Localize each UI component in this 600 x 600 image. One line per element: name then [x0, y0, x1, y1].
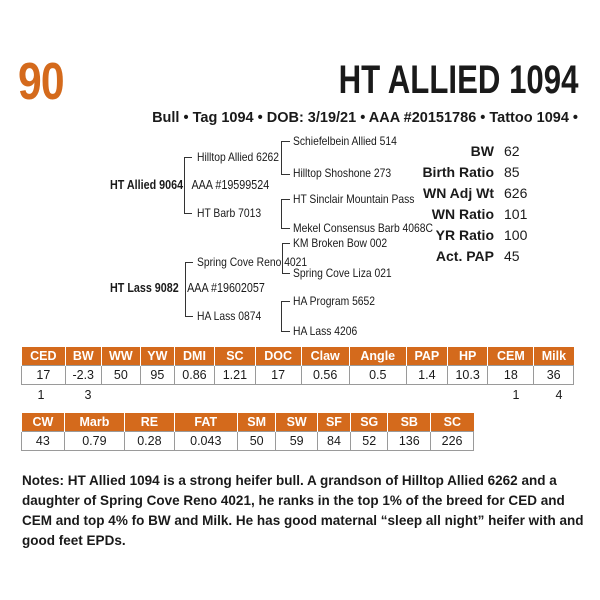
pedigree-dam-name: HT Lass 9082: [110, 281, 179, 295]
pedigree-line: [282, 273, 290, 274]
stat-value: 85: [504, 164, 520, 180]
pedigree-dam-sire: Spring Cove Reno 4021: [197, 255, 308, 269]
stat-row: [384, 248, 554, 268]
epd-rank: 4: [555, 388, 563, 402]
epd-value-cell: 84: [317, 432, 350, 451]
epd-table-primary: [21, 347, 574, 385]
pedigree-line: [281, 141, 282, 175]
pedigree-line: [281, 174, 290, 175]
epd-header-cell: SB: [388, 413, 431, 432]
epd-value-cell: 95: [141, 366, 175, 385]
epd-value-cell: 52: [351, 432, 388, 451]
animal-name: HT ALLIED 1094: [338, 58, 578, 102]
epd-header-cell: CED: [22, 347, 66, 366]
pedigree-sire-grandsire: Schiefelbein Allied 514: [293, 134, 397, 148]
epd-value-cell: 0.5: [349, 366, 406, 385]
epd-value-cell: 43: [22, 432, 65, 451]
pedigree-sire-name: HT Allied 9064: [110, 178, 184, 192]
pedigree-sire-reg: AAA #19599524: [191, 178, 270, 192]
stat-row: [384, 227, 554, 247]
stat-value: 45: [504, 248, 520, 264]
epd-header-cell: SG: [351, 413, 388, 432]
pedigree-line: [185, 316, 193, 317]
stat-value: 62: [504, 143, 520, 159]
epd-value-cell: 17: [22, 366, 66, 385]
epd-value-cell: 136: [388, 432, 431, 451]
epd-value-cell: 226: [431, 432, 474, 451]
pedigree-dam-granddam: Spring Cove Liza 021: [293, 266, 392, 280]
epd-header-cell: RE: [125, 413, 175, 432]
animal-info-line: Bull • Tag 1094 • DOB: 3/19/21 • AAA #20151786 • Tattoo 1094 •: [152, 110, 578, 126]
epd-header-cell: Claw: [301, 347, 349, 366]
epd-header-cell: CW: [22, 413, 65, 432]
epd-rank: 1: [37, 388, 45, 402]
pedigree-line: [281, 331, 290, 332]
epd-header-cell: CEM: [488, 347, 534, 366]
epd-header-row: [22, 413, 474, 432]
pedigree-sire-dam-dam: Mekel Consensus Barb 4068C: [293, 221, 433, 235]
epd-value-cell: 0.86: [174, 366, 214, 385]
epd-value-cell: 59: [276, 432, 317, 451]
epd-table-carcass: [21, 413, 474, 451]
stat-value: 101: [504, 206, 528, 222]
pedigree-line: [281, 199, 290, 200]
epd-value-cell: 0.56: [301, 366, 349, 385]
epd-header-cell: DMI: [174, 347, 214, 366]
stat-row: [384, 143, 554, 163]
stat-row: [384, 206, 554, 226]
epd-header-cell: SC: [431, 413, 474, 432]
epd-header-cell: SC: [215, 347, 255, 366]
pedigree-dam-dam-dam: HA Lass 4206: [293, 324, 358, 338]
epd-header-cell: PAP: [406, 347, 447, 366]
stat-value: 626: [504, 185, 528, 201]
pedigree-dam-dam: HA Lass 0874: [197, 309, 262, 323]
stat-label: BW: [470, 143, 494, 159]
epd-rank: 1: [512, 388, 520, 402]
epd-value-cell: -2.3: [65, 366, 101, 385]
epd-value-cell: 17: [255, 366, 301, 385]
stat-label: YR Ratio: [435, 227, 494, 243]
epd-header-cell: WW: [101, 347, 140, 366]
epd-value-row: [22, 432, 474, 451]
stat-label: Birth Ratio: [422, 164, 494, 180]
pedigree-line: [281, 199, 282, 229]
pedigree-line: [282, 243, 290, 244]
pedigree-sire-granddam: Hilltop Shoshone 273: [293, 166, 392, 180]
epd-header-cell: DOC: [255, 347, 301, 366]
pedigree-line: [184, 213, 192, 214]
pedigree-line: [185, 262, 193, 263]
epd-value-cell: 50: [101, 366, 140, 385]
epd-value-cell: 50: [237, 432, 276, 451]
pedigree-dam-reg: AAA #19602057: [187, 281, 265, 295]
stat-label: Act. PAP: [435, 248, 494, 264]
pedigree-sire-dam-sire: HT Sinclair Mountain Pass: [293, 192, 415, 206]
pedigree-line: [281, 228, 290, 229]
epd-header-cell: YW: [141, 347, 175, 366]
pedigree-sire: [110, 178, 269, 192]
epd-value-cell: 18: [488, 366, 534, 385]
pedigree-line: [184, 157, 192, 158]
epd-header-cell: Marb: [64, 413, 124, 432]
epd-value-row: [22, 366, 574, 385]
epd-header-cell: Angle: [349, 347, 406, 366]
pedigree-dam: [110, 281, 265, 295]
epd-value-cell: 10.3: [447, 366, 487, 385]
epd-value-cell: 1.21: [215, 366, 255, 385]
epd-value-cell: 36: [534, 366, 574, 385]
epd-value-cell: 0.043: [174, 432, 237, 451]
epd-value-cell: 1.4: [406, 366, 447, 385]
epd-header-cell: FAT: [174, 413, 237, 432]
epd-header-cell: SF: [317, 413, 350, 432]
epd-rank: 3: [84, 388, 92, 402]
stat-label: WN Ratio: [431, 206, 494, 222]
stat-label: WN Adj Wt: [422, 185, 494, 201]
notes: [22, 470, 584, 550]
epd-header-cell: SW: [276, 413, 317, 432]
pedigree-dam-grandsire: KM Broken Bow 002: [293, 236, 388, 250]
pedigree-line: [281, 301, 290, 302]
pedigree-sire-dam: HT Barb 7013: [197, 206, 262, 220]
pedigree-dam-dam-sire: HA Program 5652: [293, 294, 376, 308]
epd-header-cell: Milk: [534, 347, 574, 366]
notes-text: Notes: HT Allied 1094 is a strong heifer bull. A grandson of Hilltop Allied 6262 and a daughter of Spring Cove Reno 4021, he ranks in the top 1% of the breed for CED and CEM and top 4% fo BW and Milk. He has good maternal “sleep all night” heifer with and good feet EPDs.: [22, 472, 584, 548]
pedigree-line: [281, 301, 282, 332]
epd-value-cell: 0.28: [125, 432, 175, 451]
stat-row: [384, 185, 554, 205]
epd-header-cell: SM: [237, 413, 276, 432]
pedigree-sire-sire: Hilltop Allied 6262: [197, 150, 280, 164]
epd-value-cell: 0.79: [64, 432, 124, 451]
epd-header-cell: BW: [65, 347, 101, 366]
lot-number: 90: [18, 53, 64, 111]
stat-value: 100: [504, 227, 528, 243]
pedigree-line: [281, 141, 290, 142]
stat-row: [384, 164, 554, 184]
epd-header-cell: HP: [447, 347, 487, 366]
epd-header-row: [22, 347, 574, 366]
